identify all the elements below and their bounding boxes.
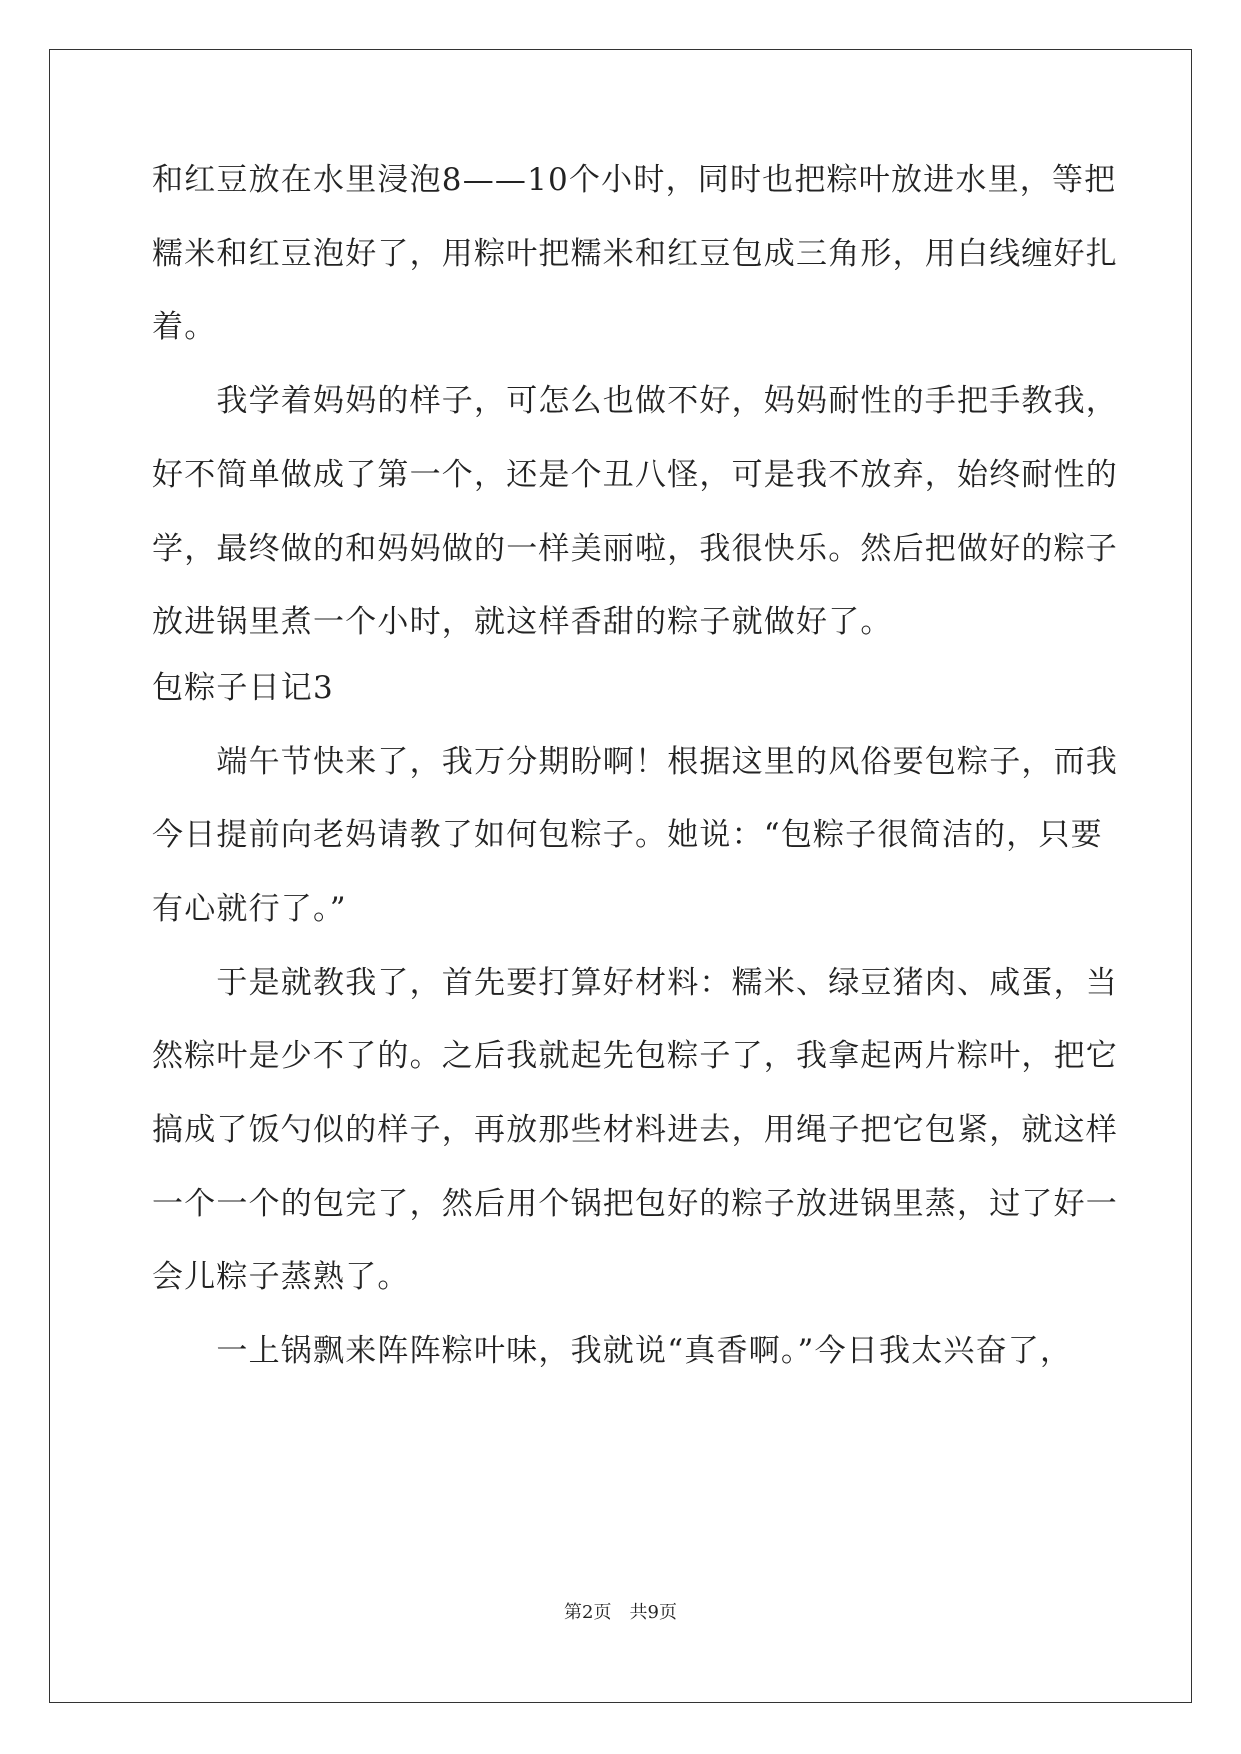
page-footer (0, 1598, 1241, 1624)
text-line: 好不简单做成了第一个，还是个丑八怪，可是我不放弃，始终耐性的 (152, 457, 1118, 493)
page-total: 共9页 (629, 1602, 677, 1623)
text-line: 会儿粽子蒸熟了。 (152, 1259, 410, 1295)
text-line: 学，最终做的和妈妈做的一样美丽啦，我很快乐。然后把做好的粽子 (152, 531, 1118, 567)
text-line: 一上锅飘来阵阵粽叶味，我就说“真香啊。”今日我太兴奋了， (152, 1333, 1073, 1369)
text-line: 于是就教我了，首先要打算好材料：糯米、绿豆猪肉、咸蛋，当 (152, 965, 1118, 1001)
text-line: 搞成了饭勺似的样子，再放那些材料进去，用绳子把它包紧，就这样 (152, 1112, 1118, 1148)
text-line: 今日提前向老妈请教了如何包粽子。她说：“包粽子很简洁的，只要 (152, 817, 1103, 853)
text-line: 一个一个的包完了，然后用个锅把包好的粽子放进锅里蒸，过了好一 (152, 1186, 1118, 1222)
text-line: 然粽叶是少不了的。之后我就起先包粽子了，我拿起两片粽叶，把它 (152, 1038, 1118, 1074)
page-border (49, 49, 1192, 1703)
text-line: 糯米和红豆泡好了，用粽叶把糯米和红豆包成三角形，用白线缠好扎 (152, 236, 1118, 272)
page-number: 第2页 (564, 1602, 612, 1623)
text-line: 着。 (152, 309, 217, 345)
text-line: 放进锅里煮一个小时，就这样香甜的粽子就做好了。 (152, 604, 893, 640)
text-line: 端午节快来了，我万分期盼啊！根据这里的风俗要包粽子，而我 (152, 744, 1118, 780)
section-heading: 包粽子日记3 (152, 670, 334, 706)
text-line: 有心就行了。” (152, 891, 347, 927)
text-line: 我学着妈妈的样子，可怎么也做不好，妈妈耐性的手把手教我， (152, 383, 1118, 419)
text-line: 和红豆放在水里浸泡8——10个小时，同时也把粽叶放进水里，等把 (152, 162, 1117, 198)
